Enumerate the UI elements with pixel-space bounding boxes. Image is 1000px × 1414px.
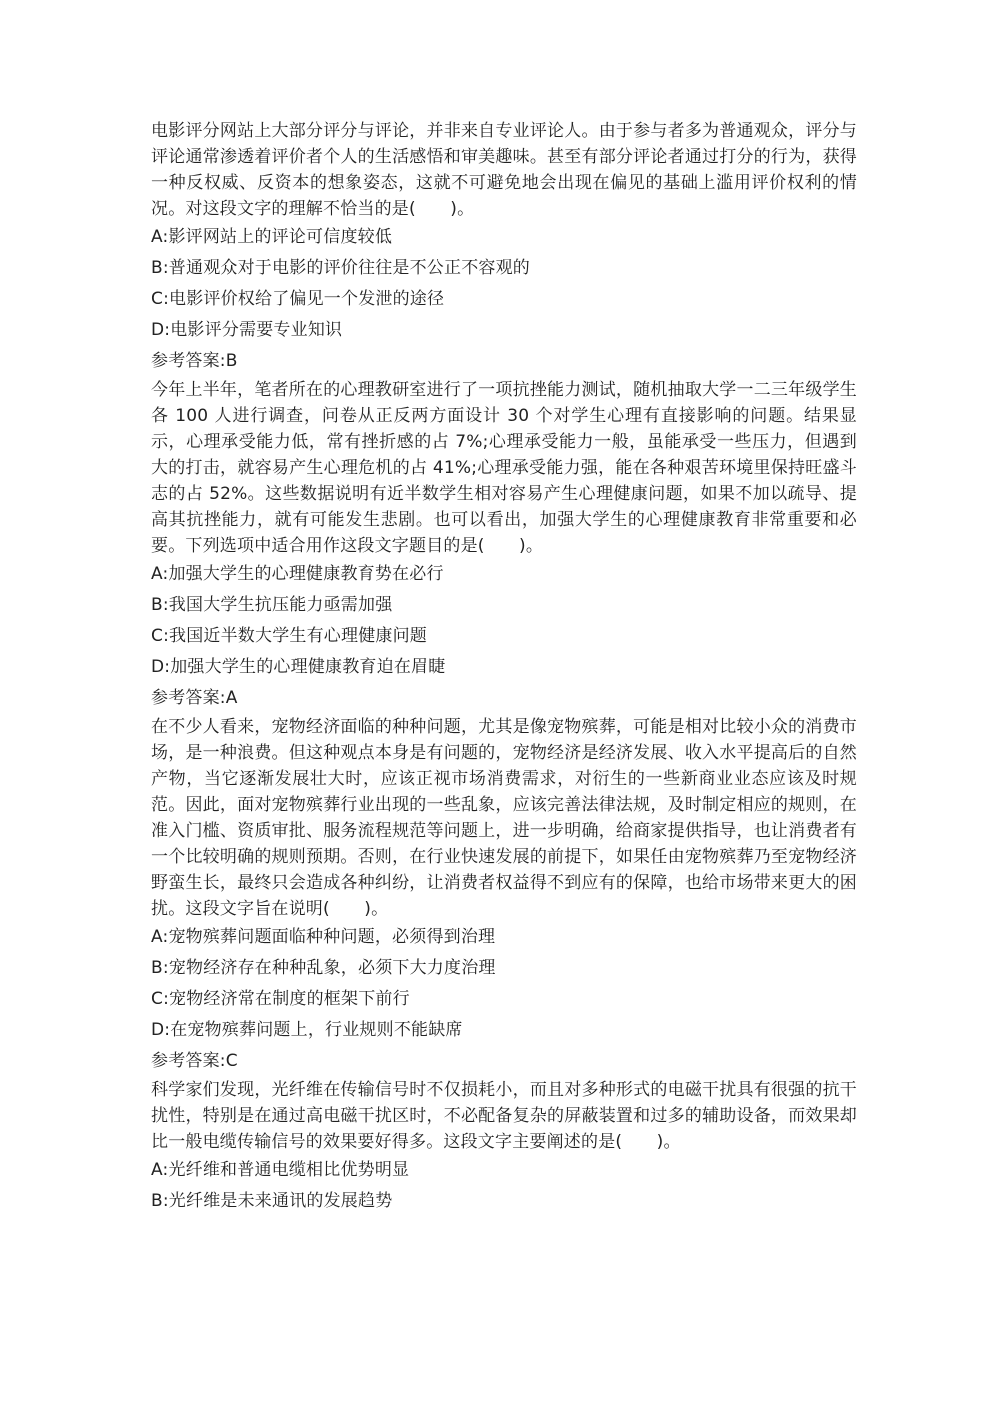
option-a: A:光纤维和普通电缆相比优势明显 <box>151 1160 410 1180</box>
option-b: B:我国大学生抗压能力亟需加强 <box>151 595 393 615</box>
option-a: A:加强大学生的心理健康教育势在必行 <box>151 564 444 584</box>
question-stem: 在不少人看来，宠物经济面临的种种问题，尤其是像宠物殡葬，可能是相对比较小众的消费市场，是一种浪费。但这种观点本身是有问题的，宠物经济是经济发展、收入水平提高后的自然产物，当它逐渐发展壮大时，应该正视市场消费需求，对衍生的一些新商业业态应该及时规范。因此，面对宠物殡葬行业出现的一些乱象，应该完善法律法规，及时制定相应的规则，在准入门槛、资质审批、服务流程规范等问题上，进一步明确，给商家提供指导，也让消费者有一个比较明确的规则预期。否则，在行业快速发展的前提下，如果任由宠物殡葬乃至宠物经济野蛮生长，最终只会造成各种纠纷，让消费者权益得不到应有的保障，也给市场带来更大的困扰。这段文字旨在说明( )。 <box>151 717 857 919</box>
document-page <box>151 118 857 1217</box>
option-c: C:电影评价权给了偏见一个发泄的途径 <box>151 289 445 309</box>
reference-answer: 参考答案:A <box>151 688 238 708</box>
option-b: B:光纤维是未来通讯的发展趋势 <box>151 1191 393 1211</box>
question-stem: 科学家们发现，光纤维在传输信号时不仅损耗小，而且对多种形式的电磁干扰具有很强的抗干扰性，特别是在通过高电磁干扰区时，不必配备复杂的屏蔽装置和过多的辅助设备，而效果却比一般电缆传输信号的效果要好得多。这段文字主要阐述的是( )。 <box>151 1080 857 1152</box>
reference-answer: 参考答案:B <box>151 351 238 371</box>
option-b: B:普通观众对于电影的评价往往是不公正不容观的 <box>151 258 530 278</box>
question-stem: 今年上半年，笔者所在的心理教研室进行了一项抗挫能力测试，随机抽取大学一二三年级学生各 100 人进行调查，问卷从正反两方面设计 30 个对学生心理有直接影响的问题。结果显示，心理承受能力低，常有挫折感的占 7%;心理承受能力一般，虽能承受一些压力，但遇到大的打击，就容易产生心理危机的占 41%;心理承受能力强，能在各种艰苦环境里保持旺盛斗志的占 52%。这些数据说明有近半数学生相对容易产生心理健康问题，如果不加以疏导、提高其抗挫能力，就有可能发生悲剧。也可以看出，加强大学生的心理健康教育非常重要和必要。下列选项中适合用作这段文字题目的是( )。 <box>151 380 857 556</box>
option-a: A:宠物殡葬问题面临种种问题，必须得到治理 <box>151 927 496 947</box>
option-c: C:我国近半数大学生有心理健康问题 <box>151 626 427 646</box>
option-b: B:宠物经济存在种种乱象，必须下大力度治理 <box>151 958 496 978</box>
question-3 <box>151 714 857 1077</box>
option-d: D:在宠物殡葬问题上，行业规则不能缺席 <box>151 1020 463 1040</box>
option-d: D:加强大学生的心理健康教育迫在眉睫 <box>151 657 446 677</box>
question-4 <box>151 1077 857 1217</box>
option-c: C:宠物经济常在制度的框架下前行 <box>151 989 410 1009</box>
question-stem: 电影评分网站上大部分评分与评论，并非来自专业评论人。由于参与者多为普通观众，评分与评论通常渗透着评价者个人的生活感悟和审美趣味。甚至有部分评论者通过打分的行为，获得一种反权威、反资本的想象姿态，这就不可避免地会出现在偏见的基础上滥用评价权利的情况。对这段文字的理解不恰当的是( )。 <box>151 121 857 219</box>
option-d: D:电影评分需要专业知识 <box>151 320 343 340</box>
question-2 <box>151 377 857 714</box>
question-1 <box>151 118 857 377</box>
reference-answer: 参考答案:C <box>151 1051 238 1071</box>
option-a: A:影评网站上的评论可信度较低 <box>151 227 393 247</box>
